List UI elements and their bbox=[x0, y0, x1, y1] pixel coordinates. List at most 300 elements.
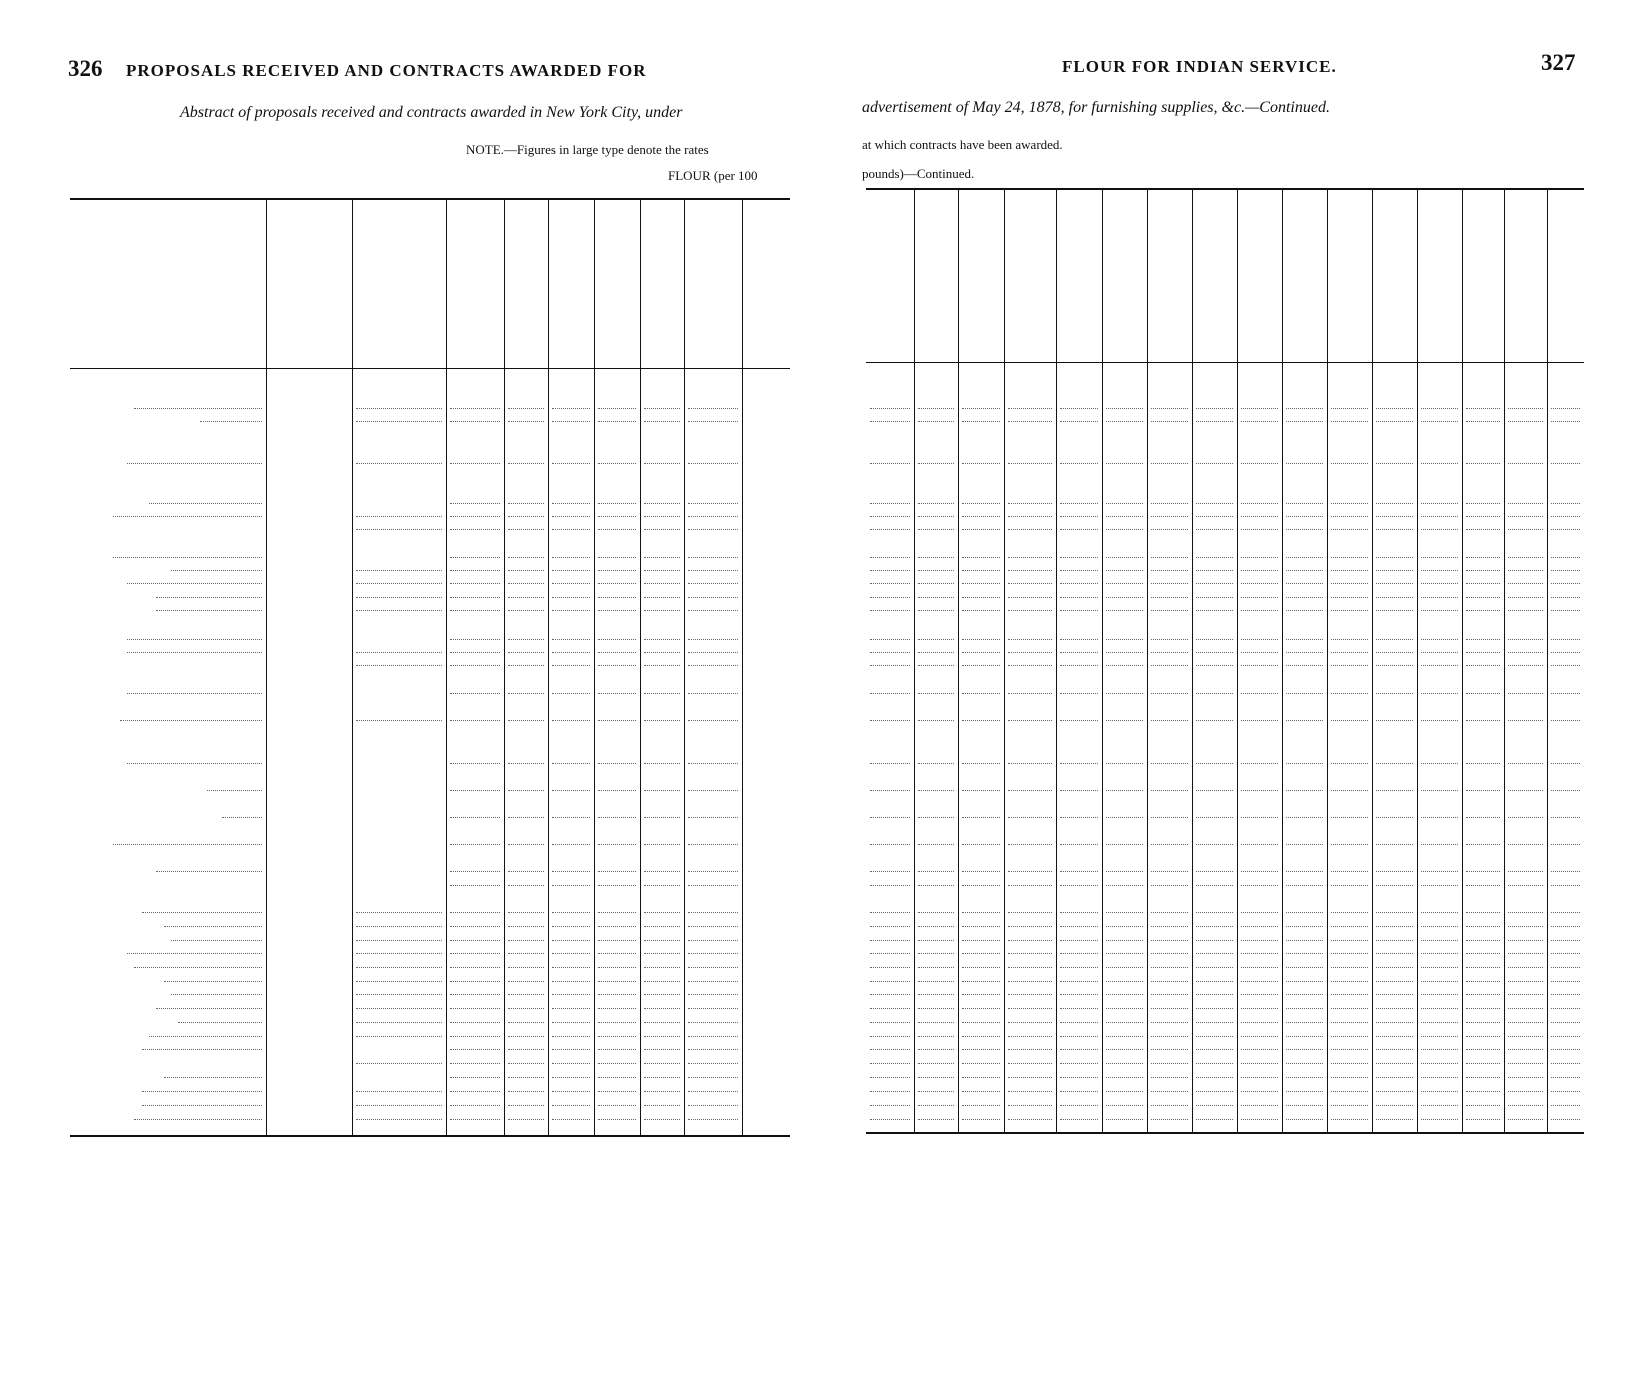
leader-dots bbox=[356, 926, 442, 927]
leader-dots bbox=[688, 953, 738, 954]
leader-dots bbox=[918, 421, 954, 422]
leader-dots bbox=[156, 871, 262, 872]
leader-dots bbox=[1466, 529, 1500, 530]
leader-dots bbox=[962, 994, 1000, 995]
leader-dots bbox=[598, 665, 636, 666]
leader-dots bbox=[1106, 597, 1143, 598]
leader-dots bbox=[1551, 1022, 1580, 1023]
leader-dots bbox=[450, 720, 500, 721]
leader-dots bbox=[1060, 503, 1098, 504]
leader-dots bbox=[552, 912, 590, 913]
leader-dots bbox=[1421, 529, 1458, 530]
leader-dots bbox=[1060, 1077, 1098, 1078]
leader-dots bbox=[1376, 871, 1413, 872]
leader-dots bbox=[552, 926, 590, 927]
leader-dots bbox=[1008, 639, 1052, 640]
leader-dots bbox=[1196, 953, 1233, 954]
leader-dots bbox=[962, 1022, 1000, 1023]
leader-dots bbox=[1241, 1077, 1278, 1078]
leader-dots bbox=[1060, 652, 1098, 653]
leader-dots bbox=[918, 570, 954, 571]
leader-dots bbox=[1060, 1105, 1098, 1106]
leader-dots bbox=[1241, 639, 1278, 640]
leader-dots bbox=[598, 885, 636, 886]
leader-dots bbox=[870, 570, 910, 571]
leader-dots bbox=[1241, 421, 1278, 422]
leader-dots bbox=[1508, 720, 1543, 721]
leader-dots bbox=[870, 912, 910, 913]
leader-dots bbox=[918, 1022, 954, 1023]
leader-dots bbox=[918, 871, 954, 872]
leader-dots bbox=[644, 639, 680, 640]
leader-dots bbox=[598, 940, 636, 941]
leader-dots bbox=[1508, 610, 1543, 611]
leader-dots bbox=[1376, 763, 1413, 764]
leader-dots bbox=[356, 421, 442, 422]
leader-dots bbox=[644, 885, 680, 886]
leader-dots bbox=[1551, 1105, 1580, 1106]
leader-dots bbox=[598, 763, 636, 764]
leader-dots bbox=[1551, 994, 1580, 995]
leader-dots bbox=[1466, 1091, 1500, 1092]
leader-dots bbox=[1421, 1049, 1458, 1050]
leader-dots bbox=[1241, 763, 1278, 764]
leader-dots bbox=[450, 763, 500, 764]
leader-dots bbox=[962, 583, 1000, 584]
leader-dots bbox=[644, 844, 680, 845]
leader-dots bbox=[171, 994, 262, 995]
leader-dots bbox=[1376, 912, 1413, 913]
leader-dots bbox=[1551, 940, 1580, 941]
leader-dots bbox=[962, 1063, 1000, 1064]
leader-dots bbox=[1421, 503, 1458, 504]
leader-dots bbox=[918, 940, 954, 941]
leader-dots bbox=[1551, 570, 1580, 571]
leader-dots bbox=[688, 503, 738, 504]
leader-dots bbox=[1060, 639, 1098, 640]
leader-dots bbox=[1151, 967, 1188, 968]
leader-dots bbox=[450, 503, 500, 504]
leader-dots bbox=[1151, 981, 1188, 982]
leader-dots bbox=[1241, 1091, 1278, 1092]
leader-dots bbox=[1106, 1022, 1143, 1023]
leader-dots bbox=[450, 953, 500, 954]
leader-dots bbox=[688, 871, 738, 872]
column-rule bbox=[1237, 188, 1238, 1132]
leader-dots bbox=[1106, 817, 1143, 818]
leader-dots bbox=[552, 652, 590, 653]
leader-dots bbox=[1286, 1036, 1323, 1037]
leader-dots bbox=[356, 994, 442, 995]
leader-dots bbox=[1106, 1105, 1143, 1106]
leader-dots bbox=[508, 981, 544, 982]
leader-dots bbox=[870, 408, 910, 409]
leader-dots bbox=[1106, 994, 1143, 995]
leader-dots bbox=[356, 408, 442, 409]
leader-dots bbox=[1551, 912, 1580, 913]
leader-dots bbox=[149, 503, 262, 504]
leader-dots bbox=[688, 529, 738, 530]
leader-dots bbox=[1241, 871, 1278, 872]
leader-dots bbox=[644, 408, 680, 409]
leader-dots bbox=[918, 652, 954, 653]
leader-dots bbox=[1151, 790, 1188, 791]
leader-dots bbox=[1331, 763, 1368, 764]
leader-dots bbox=[1551, 926, 1580, 927]
leader-dots bbox=[688, 570, 738, 571]
leader-dots bbox=[1008, 926, 1052, 927]
leader-dots bbox=[644, 503, 680, 504]
leader-dots bbox=[1106, 463, 1143, 464]
leader-dots bbox=[688, 557, 738, 558]
leader-dots bbox=[1196, 981, 1233, 982]
leader-dots bbox=[918, 763, 954, 764]
leader-dots bbox=[644, 967, 680, 968]
leader-dots bbox=[1331, 1049, 1368, 1050]
leader-dots bbox=[1331, 940, 1368, 941]
leader-dots bbox=[644, 981, 680, 982]
leader-dots bbox=[1421, 408, 1458, 409]
leader-dots bbox=[918, 844, 954, 845]
leader-dots bbox=[1376, 994, 1413, 995]
leader-dots bbox=[508, 871, 544, 872]
leader-dots bbox=[1551, 1036, 1580, 1037]
leader-dots bbox=[508, 1022, 544, 1023]
leader-dots bbox=[688, 926, 738, 927]
leader-dots bbox=[918, 516, 954, 517]
leader-dots bbox=[962, 953, 1000, 954]
leader-dots bbox=[1466, 967, 1500, 968]
leader-dots bbox=[1151, 652, 1188, 653]
leader-dots bbox=[1508, 1063, 1543, 1064]
leader-dots bbox=[918, 817, 954, 818]
leader-dots bbox=[598, 693, 636, 694]
leader-dots bbox=[1241, 912, 1278, 913]
leader-dots bbox=[1008, 408, 1052, 409]
leader-dots bbox=[1421, 1008, 1458, 1009]
leader-dots bbox=[1551, 652, 1580, 653]
leader-dots bbox=[1060, 844, 1098, 845]
leader-dots bbox=[688, 1105, 738, 1106]
leader-dots bbox=[1060, 665, 1098, 666]
leader-dots bbox=[508, 790, 544, 791]
leader-dots bbox=[1196, 1036, 1233, 1037]
leader-dots bbox=[450, 610, 500, 611]
leader-dots bbox=[1376, 940, 1413, 941]
leader-dots bbox=[164, 981, 262, 982]
leader-dots bbox=[1060, 1063, 1098, 1064]
leader-dots bbox=[450, 994, 500, 995]
leader-dots bbox=[1286, 912, 1323, 913]
leader-dots bbox=[356, 529, 442, 530]
leader-dots bbox=[598, 421, 636, 422]
leader-dots bbox=[1376, 967, 1413, 968]
leader-dots bbox=[918, 1077, 954, 1078]
leader-dots bbox=[552, 597, 590, 598]
leader-dots bbox=[508, 408, 544, 409]
leader-dots bbox=[450, 421, 500, 422]
leader-dots bbox=[1196, 463, 1233, 464]
leader-dots bbox=[688, 652, 738, 653]
leader-dots bbox=[1008, 652, 1052, 653]
leader-dots bbox=[1466, 817, 1500, 818]
leader-dots bbox=[1196, 408, 1233, 409]
leader-dots bbox=[1551, 408, 1580, 409]
leader-dots bbox=[1008, 763, 1052, 764]
leader-dots bbox=[1151, 421, 1188, 422]
leader-dots bbox=[1106, 529, 1143, 530]
leader-dots bbox=[1551, 583, 1580, 584]
leader-dots bbox=[1241, 693, 1278, 694]
leader-dots bbox=[1286, 693, 1323, 694]
leader-dots bbox=[1106, 1077, 1143, 1078]
leader-dots bbox=[142, 1049, 262, 1050]
leader-dots bbox=[1008, 529, 1052, 530]
leader-dots bbox=[356, 652, 442, 653]
leader-dots bbox=[1286, 720, 1323, 721]
leader-dots bbox=[598, 557, 636, 558]
leader-dots bbox=[962, 940, 1000, 941]
leader-dots bbox=[1060, 570, 1098, 571]
leader-dots bbox=[1286, 953, 1323, 954]
leader-dots bbox=[918, 1091, 954, 1092]
leader-dots bbox=[688, 720, 738, 721]
leader-dots bbox=[1508, 516, 1543, 517]
leader-dots bbox=[918, 408, 954, 409]
leader-dots bbox=[1151, 1022, 1188, 1023]
leader-dots bbox=[1508, 1077, 1543, 1078]
leader-dots bbox=[127, 693, 262, 694]
leader-dots bbox=[962, 817, 1000, 818]
leader-dots bbox=[1376, 557, 1413, 558]
leader-dots bbox=[1508, 1022, 1543, 1023]
leader-dots bbox=[870, 557, 910, 558]
leader-dots bbox=[644, 871, 680, 872]
leader-dots bbox=[962, 597, 1000, 598]
leader-dots bbox=[1466, 953, 1500, 954]
leader-dots bbox=[644, 665, 680, 666]
leader-dots bbox=[450, 981, 500, 982]
leader-dots bbox=[1151, 665, 1188, 666]
leader-dots bbox=[508, 1077, 544, 1078]
leader-dots bbox=[1331, 790, 1368, 791]
leader-dots bbox=[1008, 1022, 1052, 1023]
leader-dots bbox=[598, 817, 636, 818]
leader-dots bbox=[113, 844, 263, 845]
leader-dots bbox=[644, 1091, 680, 1092]
leader-dots bbox=[552, 720, 590, 721]
leader-dots bbox=[1106, 408, 1143, 409]
leader-dots bbox=[1151, 994, 1188, 995]
leader-dots bbox=[450, 665, 500, 666]
leader-dots bbox=[962, 570, 1000, 571]
leader-dots bbox=[1151, 557, 1188, 558]
leader-dots bbox=[918, 557, 954, 558]
leader-dots bbox=[1508, 1008, 1543, 1009]
leader-dots bbox=[1376, 1008, 1413, 1009]
leader-dots bbox=[508, 529, 544, 530]
leader-dots bbox=[644, 1077, 680, 1078]
leader-dots bbox=[1376, 652, 1413, 653]
leader-dots bbox=[1421, 844, 1458, 845]
leader-dots bbox=[1196, 817, 1233, 818]
left-section: FLOUR (per 100 bbox=[668, 168, 758, 183]
leader-dots bbox=[149, 1036, 262, 1037]
leader-dots bbox=[450, 817, 500, 818]
leader-dots bbox=[1331, 967, 1368, 968]
leader-dots bbox=[1241, 503, 1278, 504]
leader-dots bbox=[598, 597, 636, 598]
leader-dots bbox=[1421, 817, 1458, 818]
leader-dots bbox=[962, 610, 1000, 611]
leader-dots bbox=[1331, 408, 1368, 409]
leader-dots bbox=[1421, 1022, 1458, 1023]
leader-dots bbox=[1331, 885, 1368, 886]
leader-dots bbox=[1196, 570, 1233, 571]
leader-dots bbox=[450, 871, 500, 872]
leader-dots bbox=[356, 665, 442, 666]
leader-dots bbox=[1008, 597, 1052, 598]
leader-dots bbox=[1331, 610, 1368, 611]
leader-dots bbox=[552, 557, 590, 558]
column-rule bbox=[1504, 188, 1505, 1132]
leader-dots bbox=[1241, 1022, 1278, 1023]
leader-dots bbox=[870, 1077, 910, 1078]
leader-dots bbox=[1196, 421, 1233, 422]
leader-dots bbox=[1008, 1049, 1052, 1050]
leader-dots bbox=[644, 817, 680, 818]
leader-dots bbox=[688, 597, 738, 598]
leader-dots bbox=[1376, 1119, 1413, 1120]
leader-dots bbox=[870, 503, 910, 504]
leader-dots bbox=[644, 1022, 680, 1023]
leader-dots bbox=[598, 610, 636, 611]
leader-dots bbox=[870, 926, 910, 927]
leader-dots bbox=[1106, 953, 1143, 954]
leader-dots bbox=[962, 503, 1000, 504]
leader-dots bbox=[1106, 421, 1143, 422]
leader-dots bbox=[1508, 885, 1543, 886]
leader-dots bbox=[1151, 503, 1188, 504]
leader-dots bbox=[508, 953, 544, 954]
leader-dots bbox=[598, 720, 636, 721]
leader-dots bbox=[1151, 570, 1188, 571]
leader-dots bbox=[508, 583, 544, 584]
leader-dots bbox=[1196, 940, 1233, 941]
leader-dots bbox=[1106, 665, 1143, 666]
leader-dots bbox=[1421, 1036, 1458, 1037]
leader-dots bbox=[688, 844, 738, 845]
leader-dots bbox=[1196, 693, 1233, 694]
leader-dots bbox=[598, 871, 636, 872]
leader-dots bbox=[598, 1091, 636, 1092]
leader-dots bbox=[962, 1105, 1000, 1106]
leader-dots bbox=[918, 610, 954, 611]
column-rule bbox=[504, 198, 505, 1135]
leader-dots bbox=[508, 994, 544, 995]
leader-dots bbox=[113, 557, 263, 558]
leader-dots bbox=[1060, 583, 1098, 584]
leader-dots bbox=[598, 529, 636, 530]
leader-dots bbox=[1508, 693, 1543, 694]
leader-dots bbox=[1376, 1063, 1413, 1064]
leader-dots bbox=[552, 817, 590, 818]
leader-dots bbox=[688, 912, 738, 913]
leader-dots bbox=[1060, 967, 1098, 968]
right-running-head: FLOUR FOR INDIAN SERVICE. bbox=[1062, 57, 1337, 76]
leader-dots bbox=[1376, 817, 1413, 818]
leader-dots bbox=[1286, 926, 1323, 927]
leader-dots bbox=[1421, 994, 1458, 995]
leader-dots bbox=[142, 912, 262, 913]
leader-dots bbox=[1008, 1008, 1052, 1009]
leader-dots bbox=[508, 503, 544, 504]
leader-dots bbox=[1466, 790, 1500, 791]
leader-dots bbox=[644, 940, 680, 941]
leader-dots bbox=[870, 1119, 910, 1120]
leader-dots bbox=[1241, 583, 1278, 584]
leader-dots bbox=[552, 885, 590, 886]
leader-dots bbox=[870, 463, 910, 464]
leader-dots bbox=[1060, 1008, 1098, 1009]
leader-dots bbox=[1376, 529, 1413, 530]
leader-dots bbox=[450, 1036, 500, 1037]
column-rule bbox=[1147, 188, 1148, 1132]
leader-dots bbox=[688, 1063, 738, 1064]
leader-dots bbox=[508, 516, 544, 517]
leader-dots bbox=[598, 953, 636, 954]
leader-dots bbox=[450, 583, 500, 584]
leader-dots bbox=[1106, 871, 1143, 872]
leader-dots bbox=[1421, 1105, 1458, 1106]
leader-dots bbox=[962, 693, 1000, 694]
leader-dots bbox=[1060, 557, 1098, 558]
leader-dots bbox=[688, 693, 738, 694]
leader-dots bbox=[962, 844, 1000, 845]
column-rule bbox=[1056, 188, 1057, 1132]
leader-dots bbox=[1508, 1036, 1543, 1037]
leader-dots bbox=[1241, 720, 1278, 721]
leader-dots bbox=[1286, 790, 1323, 791]
leader-dots bbox=[598, 408, 636, 409]
leader-dots bbox=[1331, 1119, 1368, 1120]
leader-dots bbox=[1508, 763, 1543, 764]
leader-dots bbox=[1060, 981, 1098, 982]
leader-dots bbox=[1331, 994, 1368, 995]
leader-dots bbox=[644, 1063, 680, 1064]
leader-dots bbox=[1376, 926, 1413, 927]
leader-dots bbox=[552, 639, 590, 640]
leader-dots bbox=[1196, 1105, 1233, 1106]
leader-dots bbox=[1241, 529, 1278, 530]
leader-dots bbox=[156, 1008, 262, 1009]
column-rule bbox=[640, 198, 641, 1135]
leader-dots bbox=[552, 871, 590, 872]
leader-dots bbox=[1421, 516, 1458, 517]
leader-dots bbox=[1286, 1077, 1323, 1078]
leader-dots bbox=[1551, 967, 1580, 968]
leader-dots bbox=[1466, 981, 1500, 982]
leader-dots bbox=[1151, 885, 1188, 886]
leader-dots bbox=[1508, 583, 1543, 584]
leader-dots bbox=[1376, 1091, 1413, 1092]
leader-dots bbox=[1241, 817, 1278, 818]
leader-dots bbox=[1466, 763, 1500, 764]
leader-dots bbox=[1196, 994, 1233, 995]
leader-dots bbox=[598, 516, 636, 517]
leader-dots bbox=[1376, 421, 1413, 422]
leader-dots bbox=[1196, 597, 1233, 598]
